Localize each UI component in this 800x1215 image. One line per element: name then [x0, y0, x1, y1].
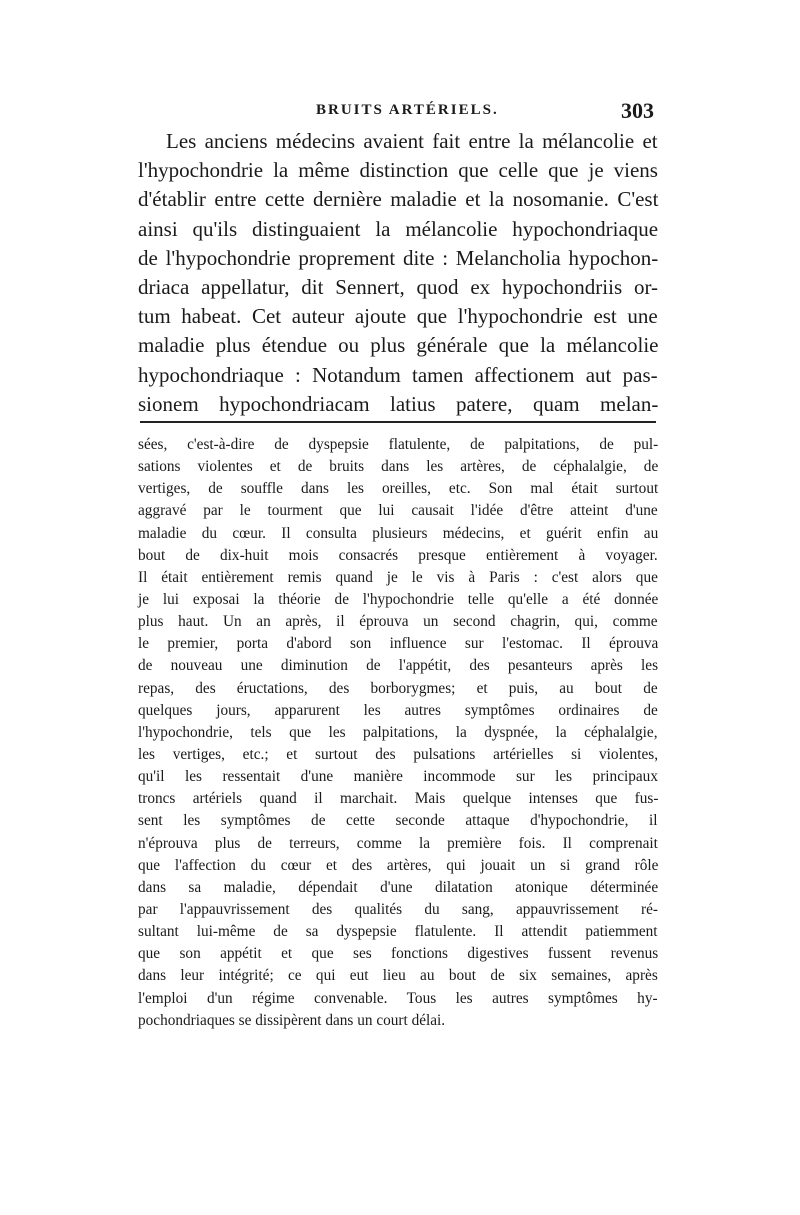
main-line: Les anciens médecins avaient fait entre la mélancolie et [166, 129, 658, 153]
main-line: driaca appellatur, dit Sennert, quod ex hypochondriis or- [138, 274, 659, 299]
main-paragraph [138, 127, 658, 419]
footnote-line: Il était entièrement remis quand je le vis à Paris : c'est alors que [138, 568, 658, 586]
footnote-line: que l'affection du cœur et des artères, qui jouait un si grand rôle [138, 856, 659, 874]
footnote-line: repas, des éructations, des borborygmes; et puis, au bout de [138, 679, 658, 697]
footnote-line: le premier, porta d'abord son influence sur l'estomac. Il éprouva [138, 635, 659, 653]
footnote-line: bout de dix-huit mois consacrés presque entièrement à voyager. [138, 546, 658, 564]
main-line: ainsi qu'ils distinguaient la mélancolie hypochondriaque [138, 216, 659, 241]
footnote-line: quelques jours, apparurent les autres symptômes ordinaires de [138, 701, 658, 719]
main-line: l'hypochondrie la même distinction que celle que je viens [138, 158, 658, 183]
footnote-line: dans leur intégrité; ce qui eut lieu au bout de six semaines, après [138, 967, 658, 985]
footnote-line: l'hypochondrie, tels que les palpitations, la dyspnée, la céphalalgie, [138, 723, 658, 741]
footnote-line: n'éprouva plus de terreurs, comme la première fois. Il comprenait [138, 834, 658, 852]
footnote-line: pochondriaques se dissipèrent dans un court délai. [138, 1011, 446, 1029]
footnote-line: sultant lui-même de sa dyspepsie flatulente. Il attendit patiemment [138, 923, 658, 941]
main-line: maladie plus étendue ou plus générale que la mélancolie [138, 333, 659, 358]
main-line: tum habeat. Cet auteur ajoute que l'hypochondrie est une [138, 304, 658, 329]
footnote-line: vertiges, de souffle dans les oreilles, etc. Son mal était surtout [138, 480, 659, 498]
running-title: BRUITS ARTÉRIELS. [316, 102, 499, 118]
footnote-line: sent les symptômes de cette seconde attaque d'hypochondrie, il [138, 812, 658, 830]
footnote-line: plus haut. Un an après, il éprouva un second chagrin, qui, comme [138, 613, 658, 631]
footnote-line: qu'il les ressentait d'une manière incommode sur les principaux [138, 768, 658, 786]
page-number: 303 [621, 98, 654, 123]
footnote-line: que son appétit et que ses fonctions digestives fussent revenus [138, 945, 659, 963]
footnote-line: les vertiges, etc.; et surtout des pulsations artérielles si violentes, [138, 745, 659, 763]
footnote-line: je lui exposai la théorie de l'hypochondrie telle qu'elle a été donnée [138, 590, 659, 608]
footnote-line: dans sa maladie, dépendait d'une dilatation atonique déterminée [138, 878, 659, 896]
footnote-line: l'emploi d'un régime convenable. Tous les autres symptômes hy- [138, 989, 658, 1007]
footnote-line: troncs artériels quand il marchait. Mais quelque intenses que fus- [138, 790, 659, 808]
footnote-line: de nouveau une diminution de l'appétit, des pesanteurs après les [138, 657, 659, 675]
main-line: hypochondriaque : Notandum tamen affectionem aut pas- [138, 362, 658, 387]
footnote-line: sations violentes et de bruits dans les artères, de céphalalgie, de [138, 458, 659, 476]
footnote-line: par l'appauvrissement des qualités du sang, appauvrissement ré- [138, 900, 659, 918]
footnote-rule [140, 421, 656, 423]
running-header [0, 98, 800, 128]
main-line: d'établir entre cette dernière maladie et la nosomanie. C'est [138, 187, 659, 212]
footnote [138, 434, 658, 1032]
footnote-line: aggravé par le tourment que lui causait l'idée d'être atteint d'une [138, 502, 658, 520]
main-line: de l'hypochondrie proprement dite : Melancholia hypochon- [138, 245, 659, 270]
main-line: sionem hypochondriacam latius patere, quam melan- [138, 391, 659, 416]
footnote-line: maladie du cœur. Il consulta plusieurs médecins, et guérit enfin au [138, 524, 659, 542]
footnote-line: sées, c'est-à-dire de dyspepsie flatulente, de palpitations, de pul- [138, 436, 659, 453]
